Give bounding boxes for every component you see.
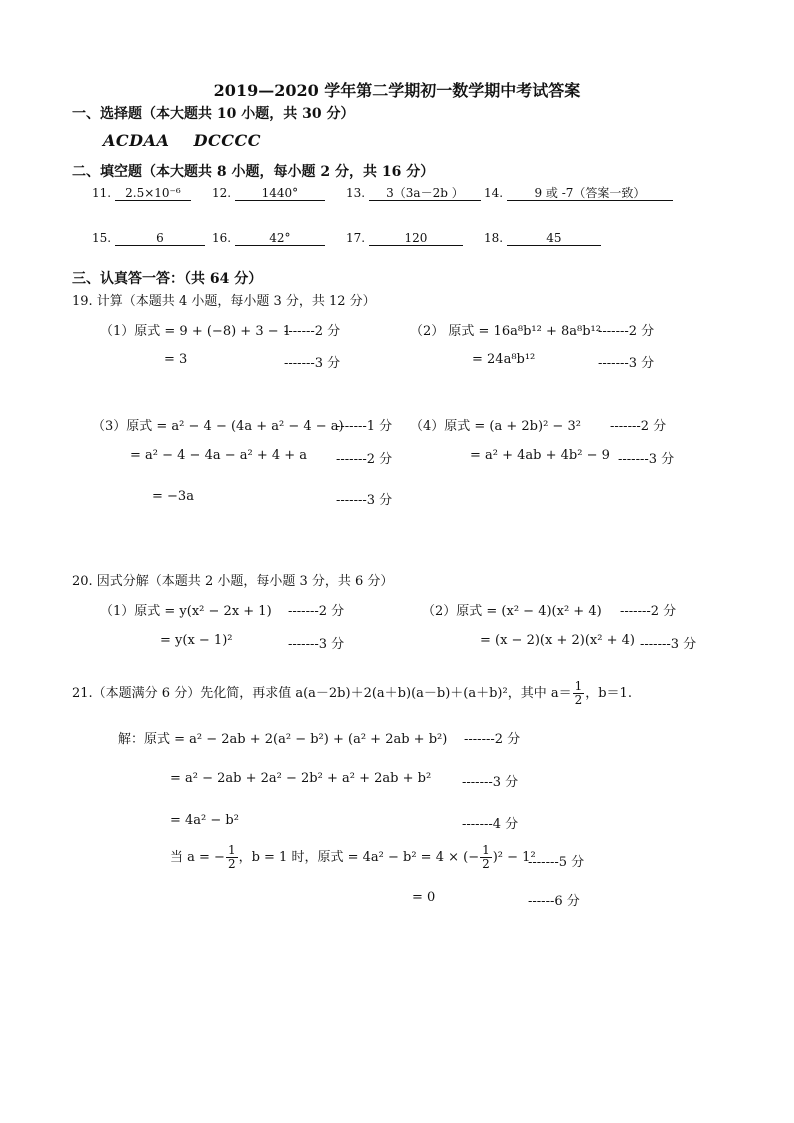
q21-mark5: ------6 分 — [528, 894, 580, 909]
q21-sub-mid: ，b = 1 时，原式 = 4a² − b² = 4 × (− — [238, 850, 480, 865]
q19-p4-mark2: -------3 分 — [618, 452, 675, 467]
q19-heading: 19. 计算（本题共 4 小题，每小题 3 分，共 12 分） — [72, 294, 376, 309]
fill-answer: 1440° — [235, 186, 325, 201]
fill-item-12 — [212, 186, 325, 201]
q21-final: = 0 — [412, 890, 436, 905]
fraction-denominator: 2 — [227, 857, 236, 871]
q21-sub-lead: 当 a = − — [170, 850, 225, 865]
q21-mark1: -------2 分 — [464, 732, 521, 747]
q21-heading-fraction — [573, 680, 585, 707]
choice-answers: ACDAA DCCCC — [103, 131, 261, 150]
q19-p3-line2: = a² − 4 − 4a − a² + 4 + a — [130, 448, 308, 463]
q20-p2-line2: = (x − 2)(x + 2)(x² + 4) — [480, 633, 635, 648]
q20-p2-mark2: -------3 分 — [640, 637, 697, 652]
q19-p4-line2: = a² + 4ab + 4b² − 9 — [470, 448, 610, 463]
fill-answer: 2.5×10⁻⁶ — [115, 186, 191, 201]
fill-answer: 3（3a－2b ） — [369, 186, 481, 201]
q19-p3-mark3: -------3 分 — [336, 493, 393, 508]
section-1-heading: 一、选择题（本大题共 10 小题，共 30 分） — [72, 106, 355, 122]
fill-num: 18. — [484, 231, 504, 245]
q20-p1-mark1: -------2 分 — [288, 604, 345, 619]
q19-p1-line1: （1）原式 = 9 + (−8) + 3 − 1 — [100, 324, 292, 339]
fill-item-13 — [346, 186, 481, 201]
section-3-heading: 三、认真答一答：（共 64 分） — [72, 271, 263, 287]
q19-p2-line2: = 24a⁸b¹² — [472, 352, 536, 367]
fill-answer: 120 — [369, 231, 463, 246]
fill-item-17 — [346, 231, 463, 246]
fraction-numerator: 1 — [482, 843, 490, 857]
fill-answer: 9 或 -7（答案一致） — [507, 186, 673, 201]
q21-mark4: -------5 分 — [528, 855, 585, 870]
q19-p3-mark2: -------2 分 — [336, 452, 393, 467]
q19-p4-mark1: -------2 分 — [610, 419, 667, 434]
q21-heading — [72, 680, 632, 707]
fill-item-15 — [92, 231, 205, 246]
fill-num: 11. — [92, 186, 112, 200]
q21-sub-tail: )² − 1² — [492, 850, 536, 865]
q19-p4-line1: （4）原式 = (a + 2b)² − 3² — [410, 419, 581, 434]
fraction-numerator: 1 — [574, 679, 583, 693]
q19-p1-mark1: -------2 分 — [284, 324, 341, 339]
fill-answer: 42° — [235, 231, 325, 246]
fill-num: 14. — [484, 186, 504, 200]
q21-line2: = a² − 2ab + 2a² − 2b² + a² + 2ab + b² — [170, 771, 432, 786]
q21-mark3: -------4 分 — [462, 817, 519, 832]
fill-answer: 45 — [507, 231, 601, 246]
q21-line1: 解：原式 = a² − 2ab + 2(a² − b²) + (a² + 2ab + b²) — [118, 732, 448, 747]
fill-item-11 — [92, 186, 191, 201]
fill-answer: 6 — [115, 231, 205, 246]
fill-num: 17. — [346, 231, 366, 245]
q21-sub-fraction-a — [226, 844, 238, 871]
q21-heading-text: 21.（本题满分 6 分）先化简，再求值 a(a－2b)＋2(a＋b)(a－b)＋(a＋b)²，其中 a＝ — [72, 686, 572, 701]
section-2-heading: 二、填空题（本大题共 8 小题，每小题 2 分，共 16 分） — [72, 164, 435, 180]
q20-p2-line1: （2）原式 = (x² − 4)(x² + 4) — [422, 604, 602, 619]
fill-item-16 — [212, 231, 325, 246]
q20-p1-line1: （1）原式 = y(x² − 2x + 1) — [100, 604, 272, 619]
q19-p3-mark1: -------1 分 — [336, 419, 393, 434]
fill-item-18 — [484, 231, 601, 246]
fill-num: 16. — [212, 231, 232, 245]
q21-mark2: -------3 分 — [462, 775, 519, 790]
q19-p3-line3: = −3a — [152, 489, 194, 504]
q21-substitution-line — [170, 844, 536, 871]
fill-item-14 — [484, 186, 673, 201]
q20-p1-mark2: -------3 分 — [288, 637, 345, 652]
fill-num: 15. — [92, 231, 112, 245]
fill-num: 13. — [346, 186, 366, 200]
q20-heading: 20. 因式分解（本题共 2 小题，每小题 3 分，共 6 分） — [72, 574, 394, 589]
q20-p2-mark1: -------2 分 — [620, 604, 677, 619]
q19-p2-mark1: -------2 分 — [598, 324, 655, 339]
fraction-numerator: 1 — [227, 843, 236, 857]
q20-p1-line2: = y(x − 1)² — [160, 633, 233, 648]
q19-p1-mark2: -------3 分 — [284, 356, 341, 371]
fill-num: 12. — [212, 186, 232, 200]
q19-p2-mark2: -------3 分 — [598, 356, 655, 371]
q19-p3-line1: （3）原式 = a² − 4 − (4a + a² − 4 − a) — [92, 419, 344, 434]
q21-heading-tail: ，b＝1. — [585, 686, 632, 701]
fraction-denominator: 2 — [574, 693, 583, 707]
q19-p2-line1: （2） 原式 = 16a⁸b¹² + 8a⁸b¹² — [410, 324, 601, 339]
q19-p1-line2: = 3 — [164, 352, 188, 367]
q21-sub-fraction-b — [480, 844, 492, 871]
page-title: 2019—2020 学年第二学期初一数学期中考试答案 — [213, 81, 581, 100]
q21-line3: = 4a² − b² — [170, 813, 239, 828]
fraction-denominator: 2 — [482, 857, 490, 871]
